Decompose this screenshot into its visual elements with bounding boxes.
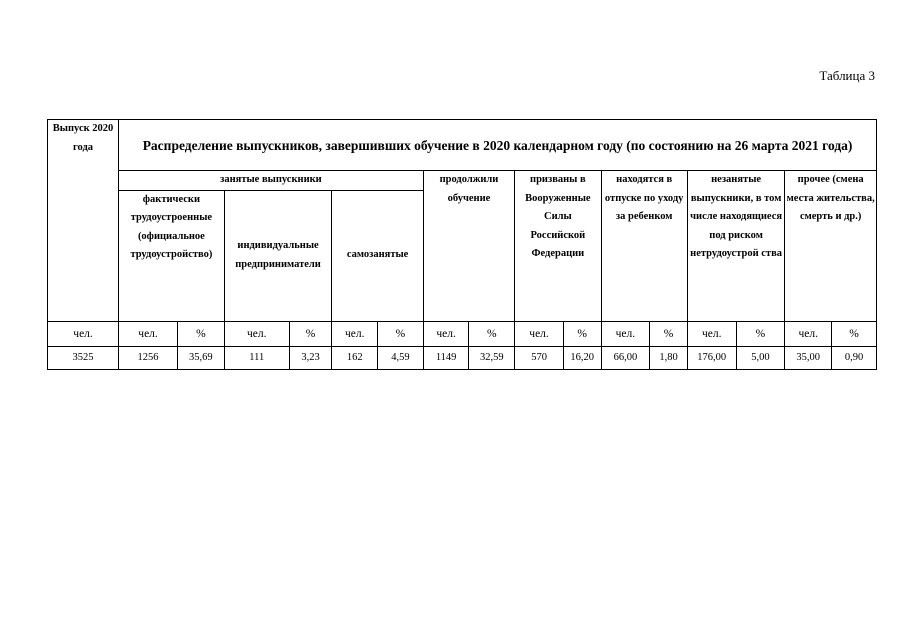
- unit-label: чел.: [687, 321, 736, 346]
- value-cell: 0,90: [832, 346, 877, 369]
- subgroup-selfemployed: самозанятые: [332, 190, 423, 321]
- value-cell: 111: [224, 346, 289, 369]
- unit-label: чел.: [332, 321, 378, 346]
- value-cell: 16,20: [563, 346, 601, 369]
- group-employed: занятые выпускники: [119, 171, 424, 191]
- value-cell: 1149: [423, 346, 469, 369]
- value-cell: 1256: [119, 346, 178, 369]
- unit-label: %: [563, 321, 601, 346]
- unit-label: %: [289, 321, 332, 346]
- unit-label: %: [832, 321, 877, 346]
- group-continued: продолжили обучение: [423, 171, 514, 322]
- table-title: Распределение выпускников, завершивших обучение в 2020 календарном году (по состоянию на 26 марта 2021 года): [119, 120, 877, 171]
- value-cell: 162: [332, 346, 378, 369]
- unit-label: %: [736, 321, 785, 346]
- value-cell: 3,23: [289, 346, 332, 369]
- value-cell: 176,00: [687, 346, 736, 369]
- value-cell: 35,69: [178, 346, 225, 369]
- value-cell: 32,59: [469, 346, 515, 369]
- unit-label: %: [378, 321, 424, 346]
- group-unemployed: незанятые выпускники, в том числе находящиеся под риском нетрудоустрой ства: [687, 171, 785, 322]
- value-cell: 1,80: [650, 346, 688, 369]
- unit-label: чел.: [785, 321, 832, 346]
- table-caption: Таблица 3: [819, 68, 875, 83]
- year-header: Выпуск 2020 года: [48, 120, 119, 322]
- value-cell: 35,00: [785, 346, 832, 369]
- unit-label: чел.: [119, 321, 178, 346]
- group-leave: находятся в отпуске по уходу за ребенком: [601, 171, 687, 322]
- unit-label: %: [178, 321, 225, 346]
- subgroup-official: фактически трудоустроенные (официальное трудоустройство): [119, 190, 225, 321]
- value-cell: 5,00: [736, 346, 785, 369]
- unit-label: чел.: [48, 321, 119, 346]
- unit-label: чел.: [224, 321, 289, 346]
- value-cell: 4,59: [378, 346, 424, 369]
- unit-label: %: [650, 321, 688, 346]
- group-other: прочее (смена места жительства, смерть и др.): [785, 171, 877, 322]
- unit-label: чел.: [601, 321, 650, 346]
- unit-label: чел.: [423, 321, 469, 346]
- table-row: [48, 346, 877, 369]
- unit-label: чел.: [515, 321, 564, 346]
- value-cell: 66,00: [601, 346, 650, 369]
- value-cell: 3525: [48, 346, 119, 369]
- group-army: призваны в Вооруженные Силы Российской Федерации: [515, 171, 601, 322]
- graduates-distribution-table: [47, 119, 877, 370]
- unit-label: %: [469, 321, 515, 346]
- subgroup-entrepreneurs: индивидуальные предприниматели: [224, 190, 332, 321]
- value-cell: 570: [515, 346, 564, 369]
